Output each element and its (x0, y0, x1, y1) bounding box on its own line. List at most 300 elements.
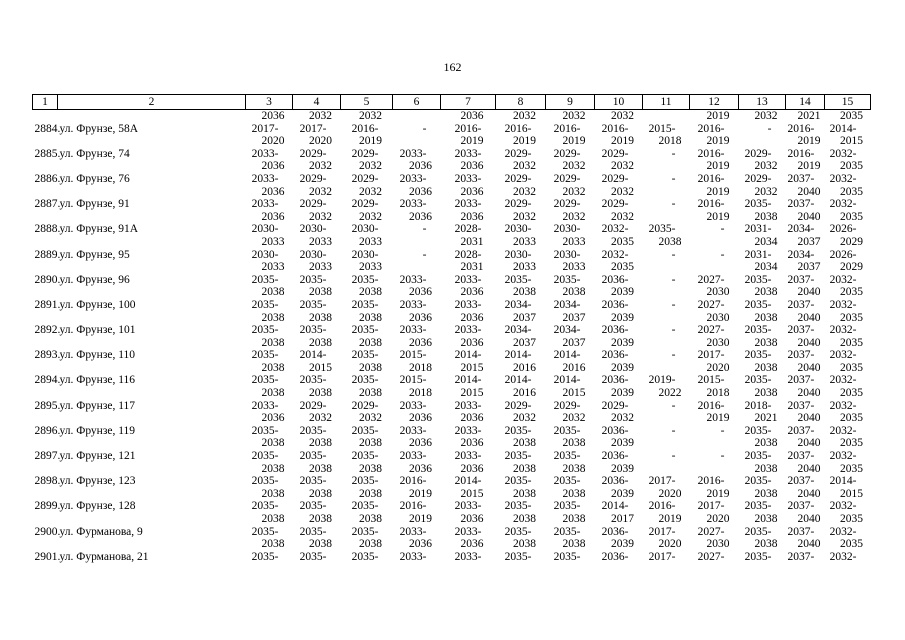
cell-value: 2037- (787, 298, 815, 311)
cell-value: 2032 (359, 110, 382, 122)
cell-value: 2029- (504, 399, 532, 412)
cell-value: 2032- (829, 550, 857, 563)
cell-value: 2035- (299, 500, 327, 513)
column-header: 10 (595, 95, 643, 110)
cell-value: 2031- (744, 248, 772, 261)
cell-value: 2032 (562, 160, 586, 173)
row-number: 2886. (34, 172, 61, 185)
cell-value (643, 412, 690, 425)
cell-value: 2035- (553, 475, 581, 488)
cell-value: 2037- (787, 172, 815, 185)
cell-value: 2038 (261, 513, 285, 525)
cell-value: 2035- (299, 450, 327, 463)
cell-value: 2038 (513, 462, 536, 475)
cell-value: 2018- (744, 399, 772, 412)
cell-value: 2036 (409, 210, 432, 223)
cell-value: 2038 (359, 387, 382, 400)
cell-value: 2032- (829, 298, 857, 311)
cell-value: 2035 (840, 412, 863, 425)
cell-value: 2035 (840, 336, 863, 349)
cell-value: - (671, 298, 676, 311)
cell-value: 2035- (744, 298, 772, 311)
cell-value: 2016- (697, 399, 725, 412)
row-number: 2893. (34, 349, 61, 362)
cell-value: 2037- (787, 450, 815, 463)
cell-value: 2038 (754, 462, 778, 475)
cell-value: 2035 (840, 311, 863, 324)
cell-value: 2037 (562, 311, 586, 324)
cell-value: 2032 (513, 412, 536, 425)
cell-value: 2019 (706, 412, 730, 425)
cell-value: - (671, 450, 676, 463)
cell-value: 2017- (697, 500, 725, 513)
cell-value: 2032- (829, 450, 857, 463)
cell-value: 2027- (697, 298, 725, 311)
cell-value: 2038 (754, 538, 778, 551)
cell-value: 2032 (513, 185, 536, 198)
cell-value: 2039 (611, 462, 634, 475)
cell-value: 2035- (351, 273, 379, 286)
cell-value: 2035 (840, 513, 863, 525)
cell-value: 2036 (460, 538, 484, 551)
cell-value: 2036 (261, 185, 285, 198)
cell-value: 2035- (744, 198, 772, 211)
cell-value: 2015 (460, 387, 484, 400)
cell-value: 2035- (504, 550, 532, 563)
cell-value: 2038 (309, 513, 332, 525)
cell-value: 2015 (460, 487, 484, 500)
table-row-continuation (33, 312, 871, 325)
cell-value: 2038 (359, 538, 382, 551)
cell-value: 2032- (829, 424, 857, 437)
cell-value: 2020 (658, 487, 682, 500)
cell-value: 2032 (309, 110, 332, 122)
table-row-continuation (33, 513, 871, 526)
cell-value: 2033- (399, 324, 427, 337)
table-row (33, 450, 871, 463)
cell-value: 2033- (454, 500, 482, 513)
cell-value: 2033- (251, 172, 279, 185)
cell-value: 2038 (261, 487, 285, 500)
cell-value: 2036 (409, 311, 432, 324)
cell-value (739, 135, 786, 148)
cell-value: 2029- (553, 399, 581, 412)
cell-value: 2039 (611, 311, 634, 324)
cell-value: 2036- (601, 525, 629, 538)
cell-value: 2035- (504, 525, 532, 538)
cell-value: 2034- (787, 248, 815, 261)
cell-value: 2028- (454, 248, 482, 261)
cell-value: 2035- (744, 500, 772, 513)
table-row (33, 475, 871, 488)
cell-value: 2034- (553, 298, 581, 311)
cell-value: 2039 (611, 361, 634, 374)
cell-value: 2037- (787, 273, 815, 286)
cell-value: 2029 (840, 261, 863, 274)
cell-value: - (720, 424, 725, 437)
cell-value: 2035- (504, 500, 532, 513)
cell-value: 2038 (513, 286, 536, 299)
cell-value: 2015- (648, 122, 676, 135)
cell-value: 2038 (754, 487, 778, 500)
address-cell: ул. Фрунзе, 96 (59, 273, 130, 286)
cell-value: 2038 (658, 235, 682, 248)
cell-value: 2014- (553, 349, 581, 362)
cell-value: 2019 (706, 185, 730, 198)
cell-value: 2038 (513, 513, 536, 525)
table-row-continuation (33, 236, 871, 249)
cell-value: 2034 (754, 261, 778, 274)
cell-value: 2034 (754, 235, 778, 248)
cell-value: 2033- (454, 147, 482, 160)
cell-value: 2020 (261, 135, 285, 148)
cell-value: 2017- (299, 122, 327, 135)
cell-value: 2035 (840, 185, 863, 198)
cell-value: 2040 (797, 185, 821, 198)
column-header: 8 (496, 95, 546, 110)
cell-value: 2016- (504, 122, 532, 135)
cell-value: 2035- (251, 349, 279, 362)
cell-value: 2033 (562, 261, 586, 274)
cell-value: 2032 (513, 210, 536, 223)
row-number: 2897. (34, 450, 61, 463)
cell-value: 2016- (697, 172, 725, 185)
cell-value: 2035- (553, 525, 581, 538)
cell-value: 2037 (562, 336, 586, 349)
row-number: 2895. (34, 399, 61, 412)
cell-value: 2036 (460, 160, 484, 173)
cell-value: 2029- (299, 198, 327, 211)
row-number: 2898. (34, 475, 61, 488)
cell-value: 2032- (829, 399, 857, 412)
table-row (33, 123, 871, 136)
cell-value: 2016 (513, 387, 536, 400)
cell-value: 2037- (787, 349, 815, 362)
cell-value: 2039 (611, 437, 634, 450)
cell-value: 2019 (409, 513, 432, 525)
cell-value: 2035- (251, 450, 279, 463)
cell-value: 2038 (562, 487, 586, 500)
cell-value: 2038 (309, 336, 332, 349)
cell-value: 2035- (251, 424, 279, 437)
table-row-continuation (33, 412, 871, 425)
cell-value: 2019 (706, 487, 730, 500)
cell-value: 2019 (562, 135, 586, 148)
cell-value: 2026- (829, 248, 857, 261)
cell-value: 2038 (261, 311, 285, 324)
cell-value: 2029- (504, 147, 532, 160)
cell-value: 2034- (504, 324, 532, 337)
cell-value: 2033- (399, 298, 427, 311)
cell-value: 2033- (454, 550, 482, 563)
cell-value: 2032 (309, 160, 332, 173)
row-number: 2901. (34, 550, 61, 563)
cell-value: 2038 (513, 437, 536, 450)
cell-value: 2035- (251, 298, 279, 311)
cell-value: 2032- (601, 248, 629, 261)
cell-value: 2037 (797, 235, 821, 248)
cell-value: 2038 (359, 462, 382, 475)
cell-value: - (422, 223, 427, 236)
address-cell: ул. Фрунзе, 101 (59, 324, 136, 337)
cell-value: 2029- (299, 172, 327, 185)
cell-value: 2040 (797, 210, 821, 223)
column-header: 3 (246, 95, 293, 110)
cell-value: 2036- (601, 324, 629, 337)
cell-value: 2035- (299, 550, 327, 563)
cell-value: 2031- (744, 223, 772, 236)
cell-value: 2037 (797, 261, 821, 274)
cell-value: 2016- (553, 122, 581, 135)
cell-value: 2036- (601, 550, 629, 563)
cell-value: 2040 (797, 462, 821, 475)
column-header: 15 (825, 95, 871, 110)
cell-value: 2034- (504, 298, 532, 311)
table-row (33, 198, 871, 211)
cell-value: 2036 (409, 185, 432, 198)
table-row (33, 400, 871, 413)
table-row (33, 551, 871, 564)
cell-value: 2038 (754, 311, 778, 324)
cell-value: 2036- (601, 273, 629, 286)
cell-value: 2035- (251, 324, 279, 337)
cell-value: 2036- (601, 424, 629, 437)
cell-value: 2014- (601, 500, 629, 513)
cell-value: 2035- (744, 349, 772, 362)
cell-value: 2030- (251, 223, 279, 236)
cell-value: 2033- (251, 198, 279, 211)
cell-value: 2029- (351, 399, 379, 412)
cell-value: 2031 (460, 235, 484, 248)
cell-value: 2030- (504, 223, 532, 236)
cell-value: 2035- (251, 500, 279, 513)
table-row (33, 249, 871, 262)
cell-value: 2036- (601, 374, 629, 387)
cell-value: 2038 (309, 387, 332, 400)
cell-value: 2035- (744, 475, 772, 488)
cell-value: 2038 (513, 538, 536, 551)
cell-value: 2035- (351, 374, 379, 387)
cell-value: 2036 (409, 437, 432, 450)
cell-value: 2038 (754, 210, 778, 223)
cell-value: 2033- (251, 399, 279, 412)
cell-value: 2020 (706, 361, 730, 374)
cell-value: 2028- (454, 223, 482, 236)
cell-value: 2033 (359, 261, 382, 274)
column-header: 13 (739, 95, 786, 110)
cell-value: 2033- (454, 172, 482, 185)
cell-value: 2038 (261, 336, 285, 349)
cell-value: 2016 (562, 361, 586, 374)
cell-value (643, 437, 690, 450)
cell-value: 2017 (611, 513, 634, 525)
cell-value: 2030 (706, 311, 730, 324)
cell-value: 2014- (454, 475, 482, 488)
cell-value: 2038 (261, 286, 285, 299)
cell-value: 2040 (797, 311, 821, 324)
address-cell: ул. Фурманова, 21 (59, 550, 149, 563)
cell-value: 2016- (601, 122, 629, 135)
cell-value: 2029- (553, 198, 581, 211)
cell-value: 2029 (840, 235, 863, 248)
table-row-continuation (33, 160, 871, 173)
cell-value: 2019 (359, 135, 382, 148)
schedule-table (32, 94, 871, 563)
cell-value: 2039 (611, 336, 634, 349)
cell-value: 2030- (504, 248, 532, 261)
cell-value: 2032 (513, 110, 536, 122)
cell-value: 2037- (787, 525, 815, 538)
cell-value: 2019 (706, 210, 730, 223)
cell-value: 2035- (648, 223, 676, 236)
cell-value: 2033- (454, 399, 482, 412)
column-header: 14 (786, 95, 825, 110)
table-row (33, 500, 871, 513)
cell-value (643, 261, 690, 274)
cell-value: 2038 (754, 286, 778, 299)
cell-value (690, 261, 739, 274)
cell-value (643, 160, 690, 173)
cell-value (393, 110, 441, 123)
cell-value: 2037- (787, 550, 815, 563)
table-row-continuation (33, 337, 871, 350)
cell-value (690, 463, 739, 476)
cell-value: 2036 (460, 462, 484, 475)
cell-value: 2038 (359, 336, 382, 349)
cell-value: 2032 (611, 110, 634, 122)
cell-value: 2017- (648, 475, 676, 488)
cell-value: 2040 (797, 437, 821, 450)
table-row (33, 148, 871, 161)
row-number: 2888. (34, 223, 61, 236)
cell-value: 2035- (351, 349, 379, 362)
cell-value: 2032 (611, 412, 634, 425)
cell-value: 2014- (504, 349, 532, 362)
table-row (33, 299, 871, 312)
cell-value: 2035- (351, 298, 379, 311)
cell-value: 2035 (840, 110, 863, 122)
cell-value: 2033- (399, 525, 427, 538)
cell-value: 2036 (409, 336, 432, 349)
cell-value: 2036 (460, 185, 484, 198)
cell-value: 2040 (797, 487, 821, 500)
cell-value: 2032 (359, 185, 382, 198)
cell-value: 2032 (754, 160, 778, 173)
cell-value: 2032 (611, 160, 634, 173)
cell-value: 2032 (513, 160, 536, 173)
cell-value: 2019 (460, 135, 484, 148)
cell-value: 2034- (553, 324, 581, 337)
cell-value: 2038 (754, 336, 778, 349)
cell-value: 2017- (697, 349, 725, 362)
cell-value: 2040 (797, 336, 821, 349)
cell-value: 2035- (251, 374, 279, 387)
cell-value: 2035- (299, 273, 327, 286)
cell-value: 2014- (504, 374, 532, 387)
cell-value: 2036 (460, 437, 484, 450)
cell-value: 2017- (648, 525, 676, 538)
cell-value: 2033 (359, 235, 382, 248)
cell-value: 2035- (553, 273, 581, 286)
cell-value: 2033- (454, 298, 482, 311)
cell-value: 2036 (261, 412, 285, 425)
row-number: 2894. (34, 374, 61, 387)
cell-value: 2033 (309, 261, 332, 274)
column-header: 6 (393, 95, 441, 110)
cell-value: 2037- (787, 424, 815, 437)
cell-value: 2036- (601, 298, 629, 311)
cell-value: - (671, 324, 676, 337)
cell-value: 2036 (460, 286, 484, 299)
cell-value: 2037- (787, 500, 815, 513)
cell-value: 2029- (299, 399, 327, 412)
cell-value: 2030 (706, 286, 730, 299)
cell-value: 2035 (840, 361, 863, 374)
cell-value: 2032 (754, 110, 778, 122)
cell-value: 2037- (787, 374, 815, 387)
cell-value: - (671, 248, 676, 261)
table-row (33, 425, 871, 438)
cell-value: 2032 (562, 185, 586, 198)
cell-value: 2038 (359, 437, 382, 450)
address-cell: ул. Фрунзе, 116 (59, 374, 136, 387)
cell-value: 2035- (299, 298, 327, 311)
cell-value (643, 211, 690, 224)
cell-value: 2035- (504, 475, 532, 488)
table-row (33, 173, 871, 186)
cell-value: 2035- (504, 450, 532, 463)
cell-value: 2039 (611, 286, 634, 299)
cell-value: 2015 (460, 361, 484, 374)
cell-value (393, 261, 441, 274)
cell-value: 2037 (513, 336, 536, 349)
cell-value: 2015 (562, 387, 586, 400)
table-body (33, 110, 871, 564)
row-number: 2885. (34, 147, 61, 160)
cell-value: 2035 (840, 538, 863, 551)
cell-value: - (671, 147, 676, 160)
table-row-continuation (33, 135, 871, 148)
cell-value: 2035- (351, 450, 379, 463)
address-cell: ул. Фурманова, 9 (59, 525, 143, 538)
cell-value: 2026- (829, 223, 857, 236)
cell-value: 2035- (351, 424, 379, 437)
cell-value: - (671, 424, 676, 437)
cell-value: 2035 (611, 235, 634, 248)
cell-value: 2019 (611, 135, 634, 148)
column-header: 7 (441, 95, 496, 110)
cell-value: 2015 (309, 361, 332, 374)
table-row-continuation (33, 463, 871, 476)
cell-value: 2038 (261, 437, 285, 450)
page-number: 162 (443, 60, 462, 74)
cell-value: 2032 (754, 185, 778, 198)
cell-value: 2035- (251, 475, 279, 488)
address-cell: ул. Фрунзе, 91А (59, 223, 139, 236)
cell-value: 2035- (251, 550, 279, 563)
row-number: 2887. (34, 198, 61, 211)
cell-value: 2035- (744, 525, 772, 538)
cell-value: 2034- (787, 223, 815, 236)
cell-value: 2016- (454, 122, 482, 135)
table-row (33, 274, 871, 287)
cell-value: 2032 (562, 210, 586, 223)
cell-value: 2019 (797, 160, 821, 173)
cell-value: 2030- (351, 223, 379, 236)
row-number: 2892. (34, 324, 61, 337)
cell-value: 2015- (697, 374, 725, 387)
cell-value: 2035- (744, 550, 772, 563)
